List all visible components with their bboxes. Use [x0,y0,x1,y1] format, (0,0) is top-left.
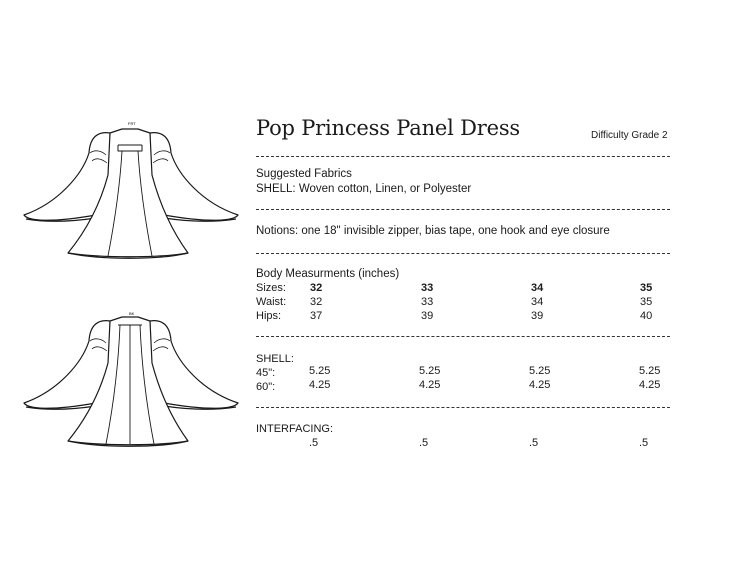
fabrics-shell: SHELL: Woven cotton, Linen, or Polyester [256,183,472,195]
interfacing-heading: INTERFACING: [256,423,334,435]
divider [256,336,670,337]
hips-value: 40 [640,310,653,322]
sizes-label: Sizes: [256,282,286,294]
shell-60-label: 60": [256,381,276,393]
divider [256,407,670,408]
divider [256,156,670,157]
back-label: BK [129,311,135,316]
dress-back-sketch [10,303,250,453]
fabrics-heading: Suggested Fabrics [256,168,352,180]
size-value: 35 [640,282,653,294]
interfacing-value: .5 [639,437,649,449]
size-value: 34 [531,282,544,294]
waist-value: 34 [531,296,544,308]
front-label: FRT [128,121,136,126]
interfacing-value: .5 [419,437,429,449]
size-value: 32 [310,282,323,294]
waist-value: 33 [421,296,434,308]
waist-value: 32 [310,296,323,308]
hips-label: Hips: [256,310,282,322]
shell-45-value: 5.25 [419,365,441,377]
shell-60-value: 4.25 [529,379,551,391]
size-value: 33 [421,282,434,294]
hips-value: 37 [310,310,323,322]
shell-60-value: 4.25 [419,379,441,391]
shell-45-value: 5.25 [309,365,331,377]
page-title: Pop Princess Panel Dress [256,116,520,140]
shell-45-value: 5.25 [529,365,551,377]
divider [256,209,670,210]
interfacing-value: .5 [309,437,319,449]
dress-front-sketch [10,115,250,265]
shell-60-value: 4.25 [309,379,331,391]
shell-45-value: 5.25 [639,365,661,377]
difficulty-grade: Difficulty Grade 2 [591,130,668,141]
waist-label: Waist: [256,296,287,308]
waist-value: 35 [640,296,653,308]
shell-60-value: 4.25 [639,379,661,391]
hips-value: 39 [421,310,434,322]
divider [256,253,670,254]
body-measurements-heading: Body Measurments (inches) [256,268,400,280]
shell-45-label: 45": [256,367,276,379]
shell-heading: SHELL: [256,353,294,365]
notions-text: Notions: one 18" invisible zipper, bias tape, one hook and eye closure [256,225,610,237]
interfacing-value: .5 [529,437,539,449]
hips-value: 39 [531,310,544,322]
